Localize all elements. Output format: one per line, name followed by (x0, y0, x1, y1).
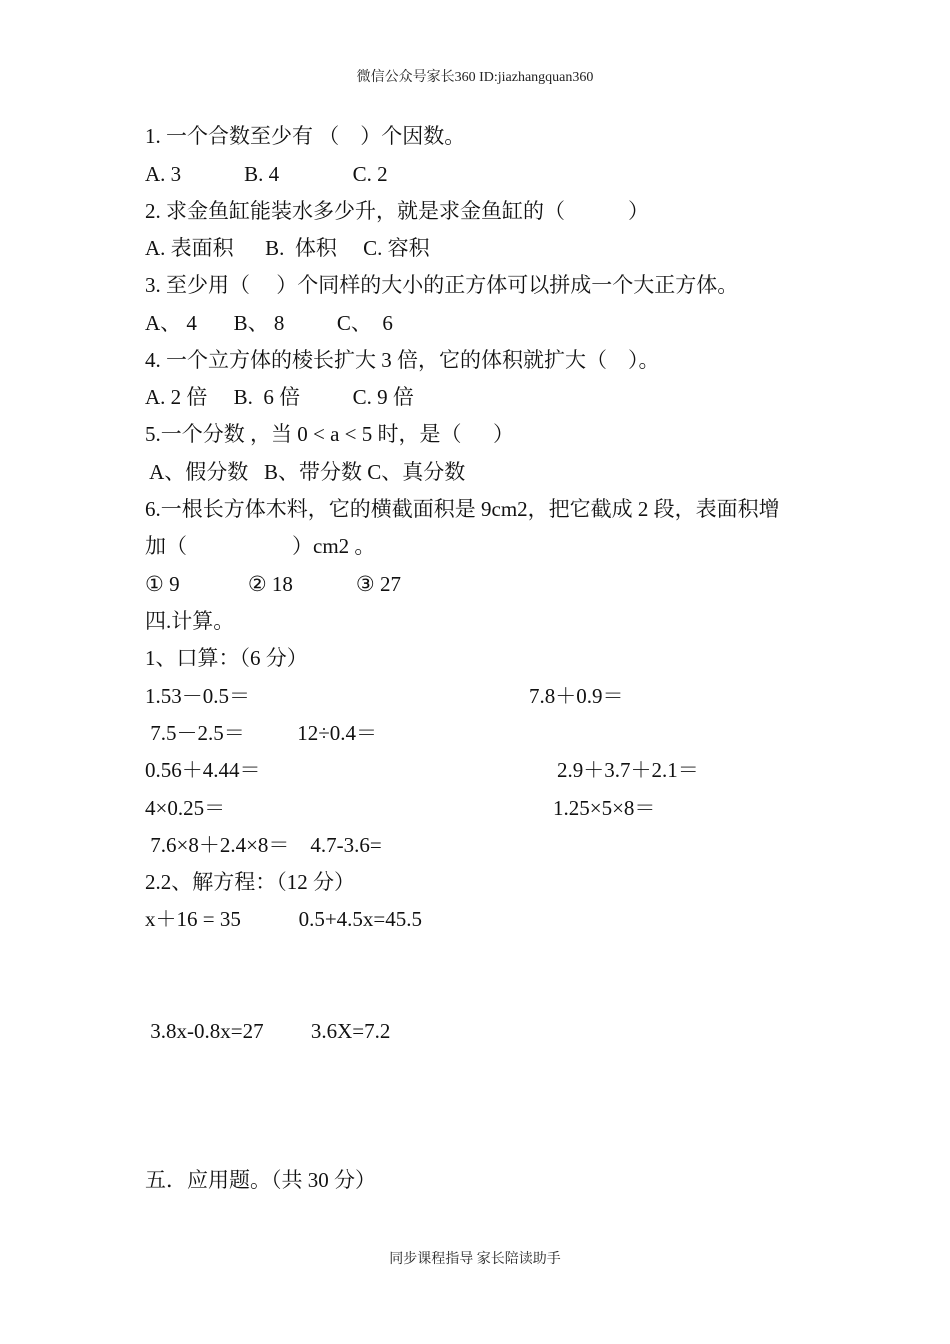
section-5-title: 五．应用题。（共 30 分） (145, 1168, 376, 1192)
oral-problem: 0.56＋4.44＝ (145, 758, 261, 782)
question-1-options: A. 3 B. 4 C. 2 (145, 162, 388, 186)
equation-row: x＋16 = 35 0.5+4.5x=45.5 (145, 907, 423, 931)
page-footer: 同步课程指导 家长陪读助手 (389, 1252, 561, 1267)
page-header: 微信公众号家长360 ID:jiazhangquan360 (356, 70, 594, 85)
oral-problem: 4×0.25＝ (145, 796, 226, 820)
oral-calculation-title: 1、口算：（6 分） (145, 646, 308, 670)
question-4-options: A. 2 倍 B. 6 倍 C. 9 倍 (145, 385, 414, 409)
equations-title: 2.2、解方程：（12 分） (145, 870, 355, 894)
question-1: 1. 一个合数至少有 （ ）个因数。 (145, 124, 466, 148)
oral-problem: 1.53－0.5＝ (145, 684, 250, 708)
oral-problem: 2.9＋3.7＋2.1＝ (557, 758, 699, 782)
question-4: 4. 一个立方体的棱长扩大 3 倍，它的体积就扩大（ ）。 (145, 348, 660, 372)
question-6-continued: 加（ ）cm2 。 (145, 534, 376, 558)
question-3: 3. 至少用（ ）个同样的大小的正方体可以拼成一个大正方体。 (145, 273, 739, 297)
oral-problem: 7.5－2.5＝ 12÷0.4＝ (145, 721, 378, 745)
question-6-options: ① 9 ② 18 ③ 27 (145, 572, 401, 596)
question-5: 5.一个分数 ，当 0 < a < 5 时，是（ ） (145, 422, 515, 446)
equation-row: 3.8x-0.8x=27 3.6X=7.2 (145, 1019, 391, 1043)
question-2-options: A. 表面积 B. 体积 C. 容积 (145, 236, 430, 260)
question-3-options: A、 4 B、 8 C、 6 (145, 311, 393, 335)
oral-problem: 7.6×8＋2.4×8＝ 4.7-3.6= (145, 833, 382, 857)
question-5-options: A、假分数 B、带分数 C、真分数 (145, 460, 466, 484)
question-6: 6.一根长方体木料，它的横截面积是 9cm2，把它截成 2 段，表面积增 (145, 497, 780, 521)
oral-problem: 7.8＋0.9＝ (529, 684, 624, 708)
oral-problem: 1.25×5×8＝ (553, 796, 656, 820)
section-4-title: 四.计算。 (145, 609, 235, 633)
question-2: 2. 求金鱼缸能装水多少升，就是求金鱼缸的（ ） (145, 199, 649, 223)
